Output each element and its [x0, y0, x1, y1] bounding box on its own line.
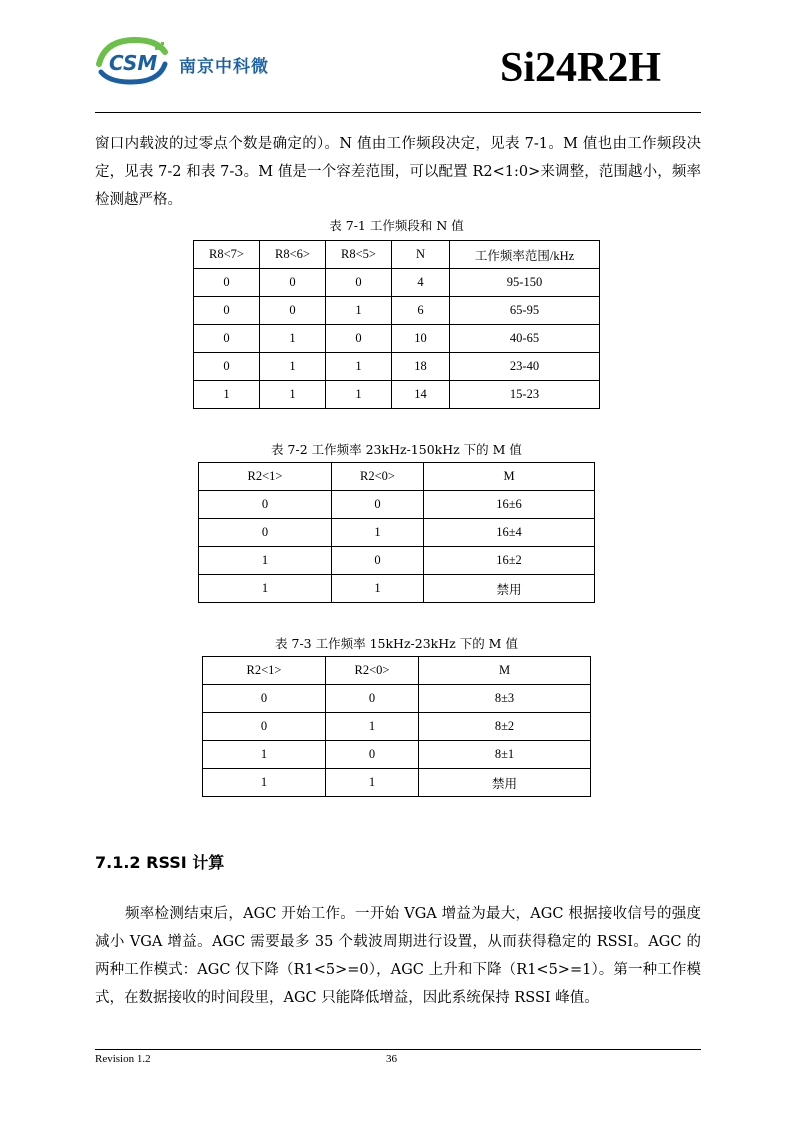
table-cell: 0 — [194, 353, 260, 381]
table-cell: 禁用 — [419, 769, 591, 797]
column-header: R8<7> — [194, 241, 260, 269]
table-cell: 0 — [194, 297, 260, 325]
table-cell: 1 — [199, 547, 332, 575]
page-header — [95, 30, 701, 114]
table-cell: 16±6 — [424, 491, 595, 519]
table-band-n — [193, 240, 600, 409]
table-row — [203, 685, 591, 713]
table-cell: 8±3 — [419, 685, 591, 713]
table-cell: 95-150 — [450, 269, 600, 297]
table-cell: 16±2 — [424, 547, 595, 575]
table-row — [199, 575, 595, 603]
table-cell: 10 — [392, 325, 450, 353]
product-name: Si24R2H — [499, 45, 661, 91]
table-cell: 16±4 — [424, 519, 595, 547]
table-cell: 1 — [203, 769, 326, 797]
svg-text:CSM: CSM — [109, 51, 158, 75]
table-cell: 0 — [260, 297, 326, 325]
table-cell: 0 — [326, 685, 419, 713]
column-header: R2<0> — [326, 657, 419, 685]
table-cell: 1 — [332, 519, 424, 547]
header-divider — [95, 112, 701, 113]
table-cell: 1 — [194, 381, 260, 409]
table-m-high — [198, 462, 595, 603]
table-cell: 15-23 — [450, 381, 600, 409]
table-cell: 4 — [392, 269, 450, 297]
table-cell: 1 — [260, 325, 326, 353]
column-header: R2<1> — [199, 463, 332, 491]
table-cell: 18 — [392, 353, 450, 381]
table1-caption: 表 7-1 工作频段和 N 值 — [329, 218, 464, 233]
table-cell: 0 — [326, 325, 392, 353]
table-row — [203, 741, 591, 769]
table-cell: 1 — [260, 353, 326, 381]
table-cell: 1 — [203, 741, 326, 769]
table-cell: 1 — [326, 353, 392, 381]
table-cell: 0 — [203, 685, 326, 713]
table-row — [203, 713, 591, 741]
table-cell: 14 — [392, 381, 450, 409]
section-title: 7.1.2 RSSI 计算 — [95, 853, 225, 872]
table-cell: 1 — [260, 381, 326, 409]
table-header-row — [194, 241, 600, 269]
table-header-row — [203, 657, 591, 685]
table-cell: 1 — [326, 769, 419, 797]
table-cell: 23-40 — [450, 353, 600, 381]
column-header: R8<5> — [326, 241, 392, 269]
intro-paragraph: 窗口内载波的过零点个数是确定的）。N 值由工作频段决定，见表 7-1。M 值也由工作频段决定，见表 7-2 和表 7-3。M 值是一个容差范围，可以配置 R2<1:0>来调整，范围越小，频率检测越严格。 — [95, 136, 701, 208]
table-cell: 1 — [326, 297, 392, 325]
table-row — [194, 353, 600, 381]
table3-caption: 表 7-3 工作频率 15kHz-23kHz 下的 M 值 — [275, 636, 518, 651]
table-m-low — [202, 656, 591, 797]
table-cell: 1 — [332, 575, 424, 603]
table-cell: 1 — [326, 381, 392, 409]
table-cell: 0 — [199, 491, 332, 519]
column-header: R2<1> — [203, 657, 326, 685]
column-header: R2<0> — [332, 463, 424, 491]
table-row — [199, 491, 595, 519]
table-row — [194, 381, 600, 409]
rssi-paragraph: 频率检测结束后，AGC 开始工作。一开始 VGA 增益为最大，AGC 根据接收信号的强度减小 VGA 增益。AGC 需要最多 35 个载波周期进行设置，从而获得稳定的 RSSI。AGC 的两种工作模式：AGC 仅下降（R1<5>=0），AGC 上升和下降（R1<5>=1）。第一种工作模式，在数据接收的时间段里，AGC 只能降低增益，因此系统保持 RSSI 峰值。 — [95, 906, 701, 1006]
column-header: N — [392, 241, 450, 269]
table-cell: 0 — [332, 491, 424, 519]
table-row — [199, 547, 595, 575]
table-row — [194, 269, 600, 297]
table2-caption: 表 7-2 工作频率 23kHz-150kHz 下的 M 值 — [271, 442, 522, 457]
table-header-row — [199, 463, 595, 491]
table-cell: 1 — [326, 713, 419, 741]
column-header: M — [424, 463, 595, 491]
table-row — [199, 519, 595, 547]
table-cell: 8±2 — [419, 713, 591, 741]
table-cell: 0 — [332, 547, 424, 575]
table-cell: 0 — [194, 269, 260, 297]
table-cell: 0 — [194, 325, 260, 353]
table-cell: 1 — [199, 575, 332, 603]
footer-revision: Revision 1.2 — [95, 1053, 151, 1065]
table-cell: 0 — [326, 269, 392, 297]
table-row — [194, 325, 600, 353]
table-cell: 0 — [199, 519, 332, 547]
table-cell: 0 — [203, 713, 326, 741]
table-cell: 6 — [392, 297, 450, 325]
table-cell: 0 — [326, 741, 419, 769]
table-row — [194, 297, 600, 325]
table-cell: 65-95 — [450, 297, 600, 325]
table-cell: 0 — [260, 269, 326, 297]
column-header: R8<6> — [260, 241, 326, 269]
column-header: 工作频率范围/kHz — [450, 241, 600, 269]
column-header: M — [419, 657, 591, 685]
footer-divider — [95, 1049, 701, 1050]
page-number: 36 — [386, 1053, 397, 1065]
table-row — [203, 769, 591, 797]
company-name: 南京中科微 — [179, 57, 269, 77]
table-cell: 40-65 — [450, 325, 600, 353]
table-cell: 禁用 — [424, 575, 595, 603]
table-cell: 8±1 — [419, 741, 591, 769]
